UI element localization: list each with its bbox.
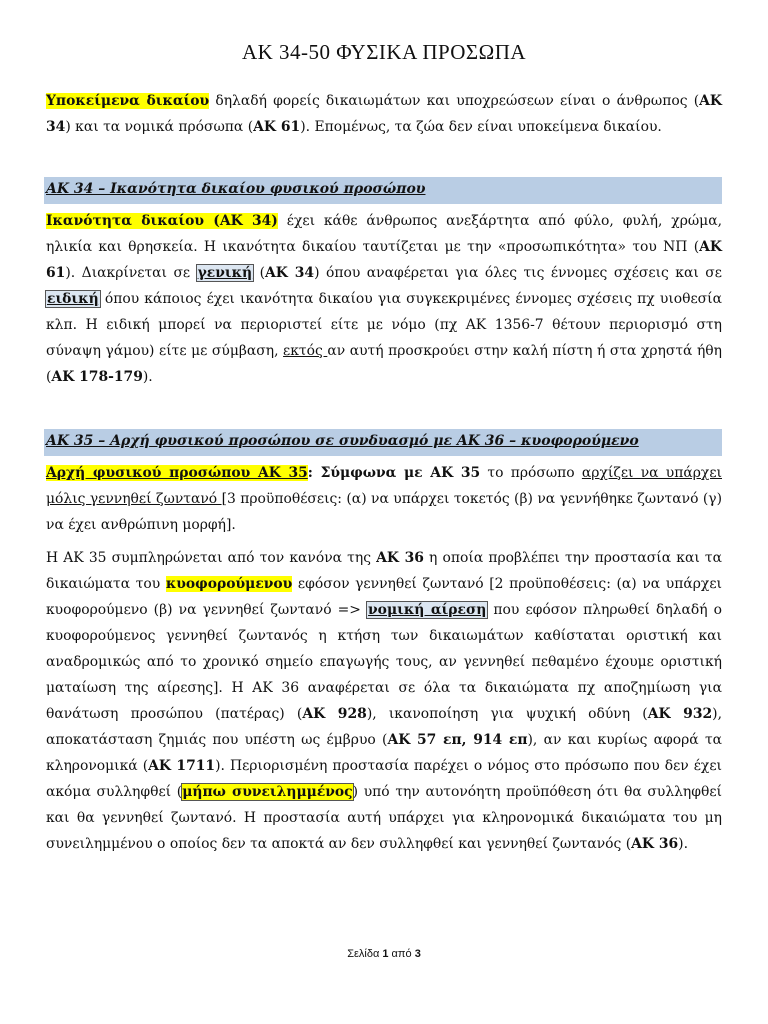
document-title: ΑΚ 34-50 ΦΥΣΙΚΑ ΠΡΟΣΩΠΑ xyxy=(241,40,527,64)
section-ak35-paragraph-2: Η ΑΚ 35 συμπληρώνεται από τον κανόνα της ΑΚ 36 η οποία προβλέπει την προστασία και τα δικαιώματα του κυοφορούμενου εφόσον γεννηθεί ζωντανό [2 προϋποθέσεις: (α) να υπάρχει κυοφορούμενο (β) να γεννηθεί ζωντανό => νομική αίρεση που εφόσον πληρωθεί δηλαδή ο κυοφορούμενος γεννηθεί ζωντανός η κτήση των δικαιωμάτων καθίσταται οριστική και αναδρομικώς από το χρονικό σημείο επαγωγής τους, αν γεννηθεί πεθαμένο έχουμε οριστική ματαίωση της αίρεσης]. Η ΑΚ 36 αναφέρεται σε όλα τα δικαιώματα πχ αποζημίωση για θανάτωση προσώπου (πατέρας) (ΑΚ 928), ικανοποίηση για ψυχική οδύνη (ΑΚ 932), αποκατάσταση ζημιάς που υπέστη ως έμβρυο (ΑΚ 57 επ, 914 επ), αν και κυρίως αφορά τα κληρονομικά (ΑΚ 1711). Περιορισμένη προστασία παρέχει ο νόμος στο πρόσωπο που δεν έχει ακόμα συλληφθεί (μήπω συνειλημμένος) υπό την αυτονόητη προϋπόθεση ότι θα συλληφθεί και θα γεννηθεί ζωντανό. Η προστασία αυτή υπάρχει για κληρονομικά δικαιώματα του μη συνειλημμένου ο οποίος δεν τα αποκτά αν δεν συλληφθεί και γεννηθεί ζωντανός (ΑΚ 36). xyxy=(46,550,723,852)
term-legal-capacity: Ικανότητα δικαίου (ΑΚ 34) xyxy=(46,213,278,229)
section-ak34-paragraph: Ικανότητα δικαίου (ΑΚ 34) έχει κάθε άνθρωπος ανεξάρτητα από φύλο, φυλή, χρώμα, ηλικία και θρησκεία. Η ικανότητα δικαίου ταυτίζεται με την «προσωπικότητα» του ΝΠ (ΑΚ 61). Διακρίνεται σε γενική (ΑΚ 34) όπου αναφέρεται για όλες τις έννομες σχέσεις και σε ειδική όπου κάποιος έχει ικανότητα δικαίου για συγκεκριμένες έννομες σχέσεις πχ υιοθεσία κλπ. Η ειδική μπορεί να περιοριστεί είτε με νόμο (πχ ΑΚ 1356-7 θέτουν περιορισμό στη σύναψη γάμου) είτε με σύμβαση, εκτός αν αυτή προσκρούει στην καλή πίστη ή στα χρηστά ήθη (ΑΚ 178-179). xyxy=(46,213,723,385)
term-legal-subjects: Υποκείμενα δικαίου xyxy=(46,93,210,109)
underlined-except: εκτός xyxy=(283,343,328,359)
page-total: 3 xyxy=(414,948,421,960)
section-heading-ak35: ΑΚ 35 – Αρχή φυσικού προσώπου σε συνδυασμό με ΑΚ 36 – κυοφορούμενο xyxy=(46,433,639,449)
term-start-natural-person: Αρχή φυσικού προσώπου ΑΚ 35 xyxy=(46,465,308,481)
page-footer: Σελίδα 1 από 3 xyxy=(347,948,421,960)
term-not-yet-conceived: μήπω συνειλημμένος xyxy=(182,784,353,800)
term-special: ειδική xyxy=(47,291,99,307)
term-general: γενική xyxy=(197,265,253,281)
term-unborn: κυοφορούμενου xyxy=(165,576,293,592)
section-heading-band-ak35 xyxy=(44,429,722,456)
section-heading-ak34: ΑΚ 34 – Ικανότητα δικαίου φυσικού προσώπου xyxy=(46,181,426,197)
page-number: 1 xyxy=(382,948,389,960)
underlined-born-alive: αρχίζει να υπάρχει μόλις γεννηθεί ζωντανό xyxy=(46,465,722,507)
section-ak35-paragraph-1: Αρχή φυσικού προσώπου ΑΚ 35: Σύμφωνα με ΑΚ 35 το πρόσωπο αρχίζει να υπάρχει μόλις γεννηθεί ζωντανό [3 προϋποθέσεις: (α) να υπάρχει τοκετός (β) να γεννήθηκε ζωντανό (γ) να έχει ανθρώπινη μορφή]. xyxy=(46,465,722,533)
section-heading-band-ak34 xyxy=(44,177,722,204)
term-legal-condition: νομική αίρεση xyxy=(368,602,487,618)
intro-paragraph: Υποκείμενα δικαίου δηλαδή φορείς δικαιωμάτων και υποχρεώσεων είναι ο άνθρωπος (ΑΚ 34) και τα νομικά πρόσωπα (ΑΚ 61). Επομένως, τα ζώα δεν είναι υποκείμενα δικαίου. xyxy=(46,93,722,135)
